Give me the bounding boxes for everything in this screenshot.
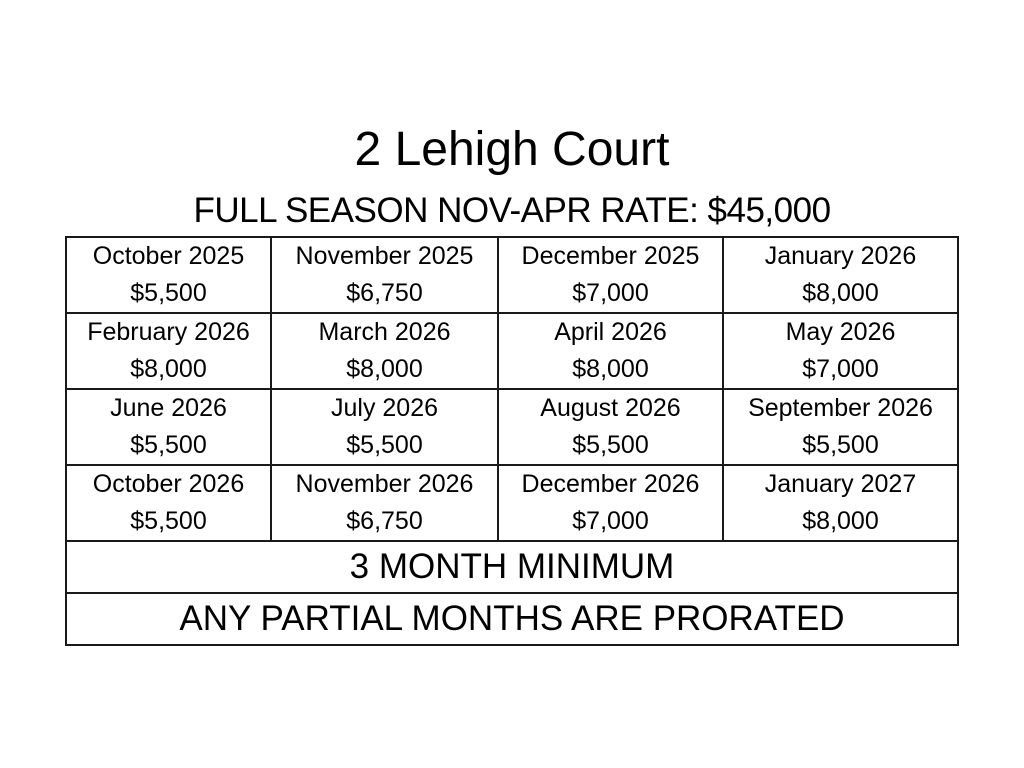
month-label: January 2027	[764, 470, 917, 498]
month-price: $6,750	[346, 279, 423, 307]
rate-cell	[498, 237, 723, 313]
month-price: $5,500	[130, 279, 207, 307]
rate-cell	[723, 237, 958, 313]
page-title: 2 Lehigh Court	[354, 123, 670, 176]
month-label: May 2026	[785, 318, 896, 346]
rate-cell	[66, 389, 271, 465]
month-label: February 2026	[87, 318, 250, 346]
rate-cell	[271, 237, 498, 313]
rate-cell	[66, 465, 271, 541]
rate-cell	[66, 313, 271, 389]
month-label: April 2026	[554, 318, 667, 346]
full-season-rate: FULL SEASON NOV-APR RATE: $45,000	[193, 191, 831, 230]
proration-note: ANY PARTIAL MONTHS ARE PRORATED	[66, 593, 958, 645]
rate-cell	[498, 389, 723, 465]
month-label: October 2025	[92, 242, 245, 270]
month-label: November 2025	[295, 242, 474, 270]
table-row	[66, 237, 958, 313]
month-label: December 2026	[521, 470, 700, 498]
month-price: $8,000	[346, 355, 423, 383]
proration-row	[66, 593, 958, 645]
month-price: $7,000	[802, 355, 879, 383]
month-price: $6,750	[346, 507, 423, 535]
month-price: $5,500	[572, 431, 649, 459]
month-price: $7,000	[572, 279, 649, 307]
month-label: March 2026	[318, 318, 451, 346]
month-price: $8,000	[130, 355, 207, 383]
rate-cell	[271, 389, 498, 465]
month-label: January 2026	[764, 242, 917, 270]
month-label: November 2026	[295, 470, 474, 498]
rate-cell	[498, 313, 723, 389]
rate-cell	[723, 313, 958, 389]
table-row	[66, 389, 958, 465]
rate-cell	[271, 313, 498, 389]
rate-cell	[498, 465, 723, 541]
month-price: $8,000	[802, 279, 879, 307]
month-label: July 2026	[330, 394, 439, 422]
minimum-stay-row	[66, 541, 958, 593]
month-label: September 2026	[748, 394, 933, 422]
table-row	[66, 313, 958, 389]
month-price: $5,500	[346, 431, 423, 459]
month-price: $5,500	[130, 507, 207, 535]
rate-cell	[271, 465, 498, 541]
month-price: $5,500	[802, 431, 879, 459]
month-label: June 2026	[110, 394, 227, 422]
rate-cell	[66, 237, 271, 313]
month-price: $8,000	[802, 507, 879, 535]
month-price: $7,000	[572, 507, 649, 535]
month-price: $8,000	[572, 355, 649, 383]
rate-table	[65, 236, 959, 646]
table-row	[66, 465, 958, 541]
month-label: October 2026	[92, 470, 245, 498]
month-label: August 2026	[540, 394, 681, 422]
month-label: December 2025	[521, 242, 700, 270]
rate-cell	[723, 389, 958, 465]
month-price: $5,500	[130, 431, 207, 459]
minimum-stay-note: 3 MONTH MINIMUM	[66, 541, 958, 593]
rate-cell	[723, 465, 958, 541]
